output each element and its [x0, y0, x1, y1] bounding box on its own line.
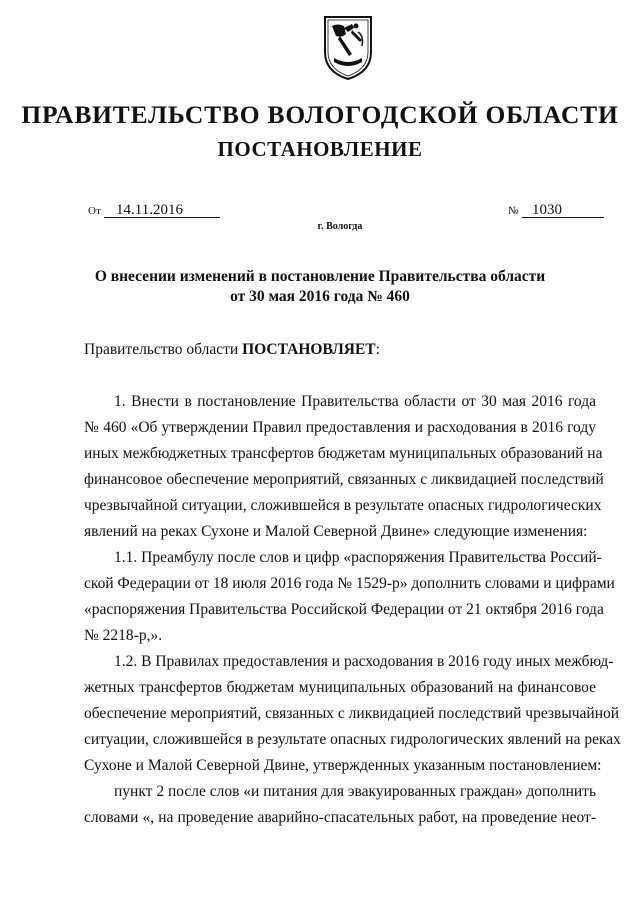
- text-line: ситуации, сложившейся в результате опасных гидрологических явлений на реках: [84, 731, 621, 748]
- text-line: пункт 2 после слов «и питания для эвакуированных граждан» дополнить: [114, 783, 597, 800]
- text-line: ской Федерации от 18 июля 2016 года № 1529-р» дополнить словами и цифрами: [84, 575, 615, 592]
- text-line: иных межбюджетных трансфертов бюджетам муниципальных образований на: [84, 445, 603, 462]
- text-line: обеспечение мероприятий, связанных с ликвидацией последствий чрезвычайной: [84, 705, 620, 722]
- text-line: 1. Внести в постановление Правительства области от 30 мая 2016 года: [114, 393, 596, 410]
- resolves-prefix: Правительство области: [84, 341, 243, 358]
- subject-line: от 30 мая 2016 года № 460: [230, 288, 410, 305]
- document-date: 14.11.2016: [104, 202, 220, 218]
- date-label: От: [88, 205, 101, 217]
- text-line: жетных трансфертов бюджетам муниципальных образований на финансовое: [84, 679, 596, 696]
- paragraph-1: [84, 389, 604, 545]
- paragraph-1-1: [84, 545, 615, 649]
- text-line: «распоряжения Правительства Российской Федерации от 21 октября 2016 года: [84, 601, 604, 618]
- resolves-suffix: :: [375, 341, 380, 358]
- resolves-statement: [84, 341, 380, 359]
- government-title: ПРАВИТЕЛЬСТВО ВОЛОГОДСКОЙ ОБЛАСТИ: [21, 100, 619, 129]
- text-line: № 460 «Об утверждении Правил предоставления и расходования в 2016 году: [84, 419, 596, 436]
- document-subject: [0, 267, 640, 307]
- text-line: финансовое обеспечение мероприятий, связанных с ликвидацией последствий: [84, 471, 604, 488]
- paragraph-1-2: [84, 649, 621, 779]
- city-name: г. Вологда: [317, 221, 363, 232]
- number-label: №: [508, 205, 519, 217]
- subject-line: О внесении изменений в постановление Правительства области: [94, 268, 546, 285]
- text-line: чрезвычайной ситуации, сложившейся в результате опасных гидрологических: [84, 497, 602, 514]
- text-line: Сухоне и Малой Северной Двине, утвержденных указанным постановлением:: [84, 757, 602, 774]
- text-line: 1.1. Преамбулу после слов и цифр «распоряжения Правительства Россий-: [114, 549, 602, 566]
- resolves-verb: ПОСТАНОВЛЯЕТ: [242, 341, 376, 358]
- text-line: явлений на реках Сухоне и Малой Северной Двине» следующие изменения:: [84, 523, 588, 540]
- paragraph-item-2: [84, 779, 596, 831]
- vologda-coat-of-arms-icon: [322, 14, 374, 82]
- document-number: 1030: [522, 202, 604, 218]
- text-line: 1.2. В Правилах предоставления и расходования в 2016 году иных межбюд-: [114, 653, 614, 670]
- text-line: № 2218-р,».: [84, 627, 163, 644]
- text-line: словами «, на проведение аварийно-спасательных работ, на проведение неот-: [84, 809, 596, 826]
- document-type-title: ПОСТАНОВЛЕНИЕ: [217, 137, 423, 161]
